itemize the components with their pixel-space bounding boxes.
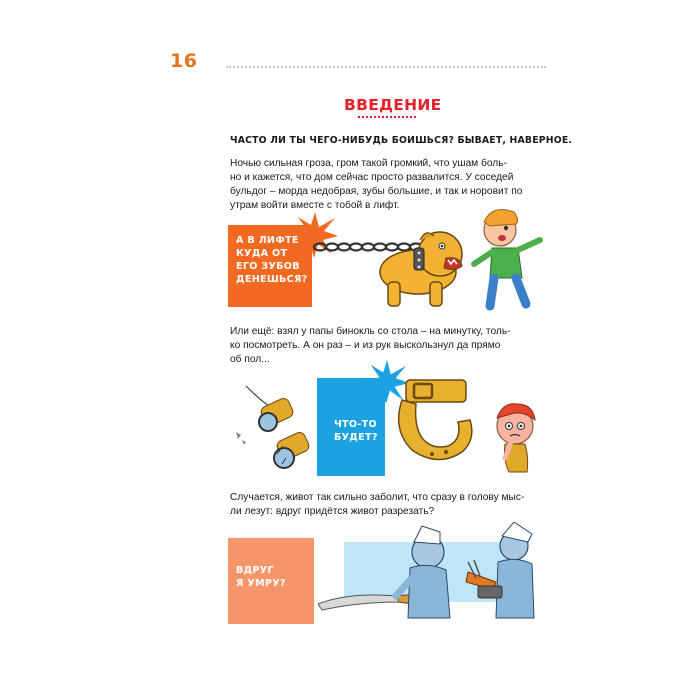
scared-boy-illustration	[462, 204, 552, 314]
bulldog-illustration	[370, 220, 470, 310]
header-dotted-rule	[226, 66, 546, 68]
paragraph-line: Ночью сильная гроза, гром такой громкий, что ушам боль-	[230, 158, 507, 169]
paragraph-line: утрам войти вместе с тобой в лифт.	[230, 200, 400, 211]
surgeons-illustration	[318, 522, 552, 626]
paragraph-stomach	[230, 491, 548, 519]
paragraph-line: ли лезут: вдруг придётся живот разрезать?	[230, 506, 435, 517]
callout-text-die: ВДРУГ Я УМРУ?	[236, 565, 286, 589]
worried-boy-illustration	[483, 396, 547, 476]
paragraph-line: ко посмотреть. А он раз – и из рук выскользнул да прямо	[230, 340, 501, 351]
callout-text-something: ЧТО-ТО БУДЕТ?	[334, 419, 378, 443]
belt-illustration	[392, 370, 480, 470]
title-underline-dots	[358, 116, 416, 118]
paragraph-line: но и кажется, что дом сейчас просто развалится. У соседей	[230, 172, 514, 183]
paragraph-line: бульдог – морда недобрая, зубы большие, и так и норовит по	[230, 186, 523, 197]
paragraph-line: Случается, живот так сильно заболит, что сразу в голову мыс-	[230, 492, 525, 503]
paragraph-line: об пол...	[230, 354, 270, 365]
section-title: ВВЕДЕНИЕ	[344, 96, 442, 114]
paragraph-line: Или ещё: взял у папы бинокль со стола – на минутку, толь-	[230, 326, 511, 337]
callout-text-elevator: А В ЛИФТЕ КУДА ОТ ЕГО ЗУБОВ ДЕНЕШЬСЯ?	[236, 235, 308, 285]
page-number: 16	[170, 50, 198, 72]
intro-subheading: ЧАСТО ЛИ ТЫ ЧЕГО-НИБУДЬ БОИШЬСЯ? БЫВАЕТ, НАВЕРНОЕ.	[230, 135, 573, 146]
broken-binoculars-illustration	[232, 378, 322, 474]
